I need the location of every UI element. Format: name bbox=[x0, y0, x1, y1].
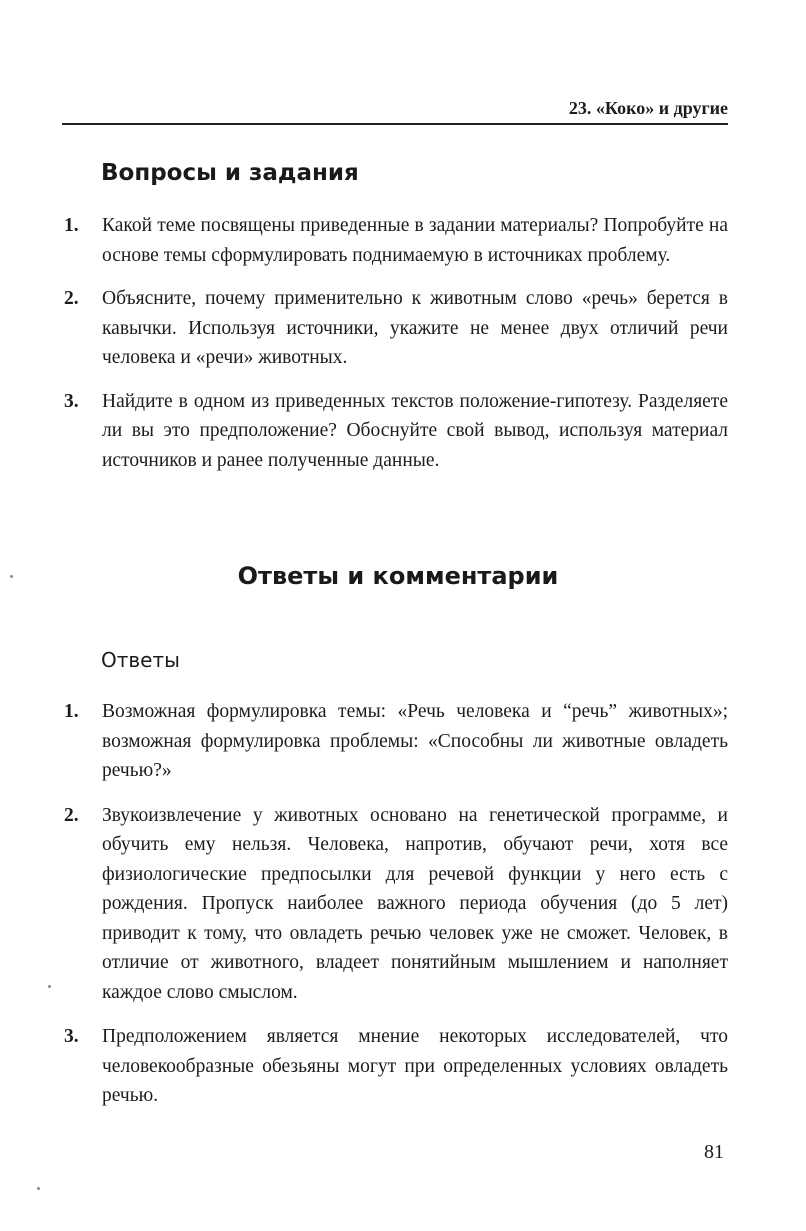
scan-speck bbox=[48, 985, 51, 988]
answer-number: 2. bbox=[64, 804, 79, 826]
questions-list bbox=[64, 211, 728, 475]
answer-text: Предположением является мнение некоторых исследователей, что человекообразные обезьяны могут при определенных условиях овладеть речью. bbox=[102, 1026, 728, 1106]
question-number: 2. bbox=[64, 288, 79, 309]
question-item bbox=[64, 284, 728, 373]
scan-speck bbox=[10, 575, 13, 578]
answers-subheading: Ответы bbox=[101, 648, 180, 672]
running-head: 23. «Коко» и другие bbox=[568, 98, 728, 118]
answers-comments-heading: Ответы и комментарии bbox=[237, 562, 559, 590]
question-text: Объясните, почему применительно к животным слово «речь» берется в кавычки. Используя источники, укажите не менее двух отличий речи человека и «речи» животных. bbox=[102, 288, 728, 368]
question-number: 3. bbox=[64, 390, 79, 412]
answer-text: Возможная формулировка темы: «Речь человека и “речь” животных»; возможная формулировка проблемы: «Способны ли животные овладеть речью?» bbox=[102, 701, 728, 781]
questions-heading: Вопросы и задания bbox=[101, 160, 359, 186]
answer-item bbox=[64, 697, 728, 786]
page-number: 81 bbox=[704, 1141, 724, 1163]
answers-list bbox=[64, 697, 728, 1111]
answer-number: 3. bbox=[64, 1026, 79, 1047]
scan-speck bbox=[37, 1187, 40, 1190]
question-item bbox=[64, 211, 728, 270]
answer-text: Звукоизвлечение у животных основано на генетической программе, и обучить ему нельзя. Человека, напротив, обучают речи, хотя все физиологические предпосылки для речевой функции у него есть с рождения. Пропуск наиболее важного периода обучения (до 5 лет) приводит к тому, что овладеть речью человек уже не сможет. Человек, в отличие от животного, владеет понятийным мышлением и наполняет каждое слово смыслом. bbox=[102, 804, 728, 1003]
header-rule bbox=[62, 123, 728, 125]
question-text: Найдите в одном из приведенных текстов положение-гипотезу. Разделяете ли вы это предположение? Обоснуйте свой вывод, используя материал источников и ранее полученные данные. bbox=[102, 390, 728, 471]
answer-item bbox=[64, 1022, 728, 1111]
question-text: Какой теме посвящены приведенные в задании материалы? Попробуйте на основе темы сформулировать поднимаемую в источниках проблему. bbox=[102, 215, 728, 266]
answer-item bbox=[64, 801, 728, 1008]
answer-number: 1. bbox=[64, 701, 79, 722]
question-number: 1. bbox=[64, 215, 79, 236]
question-item bbox=[64, 387, 728, 476]
